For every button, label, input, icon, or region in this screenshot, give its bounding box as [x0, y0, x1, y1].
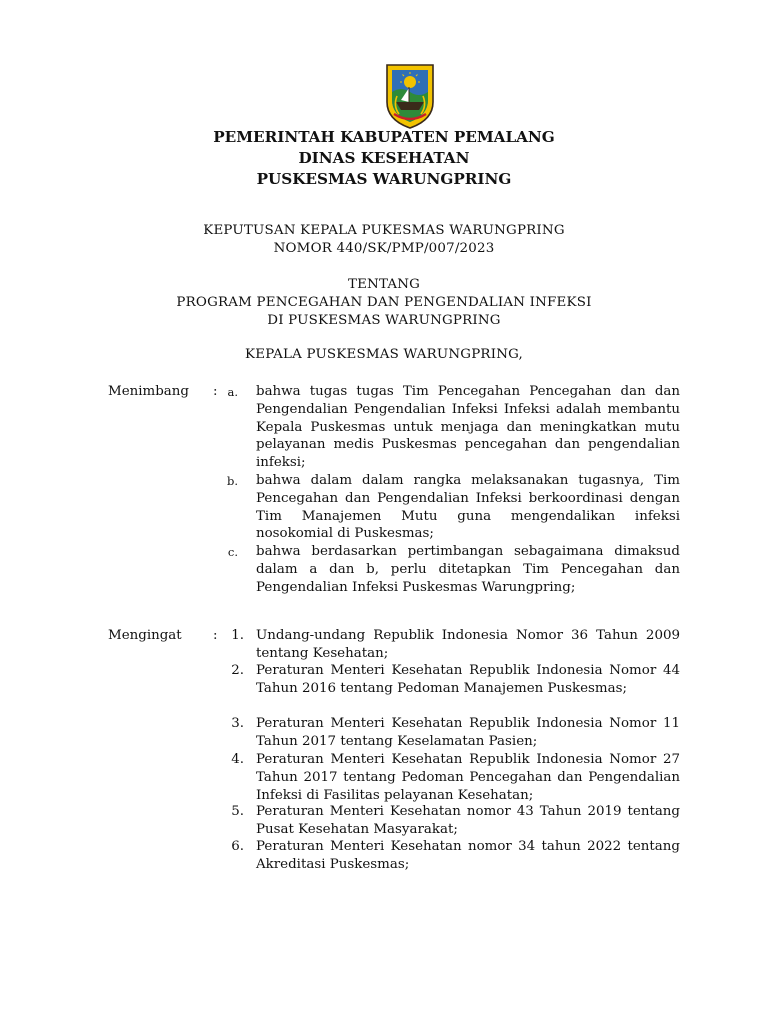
mengingat-marker-2: 2. [231, 663, 244, 678]
mengingat-item-2: Peraturan Menteri Kesehatan Republik Indonesia Nomor 44 Tahun 2016 tentang Pedoman Manajemen Puskesmas; [256, 663, 680, 696]
mengingat-item-4: Peraturan Menteri Kesehatan Republik Indonesia Nomor 27 Tahun 2017 tentang Pedoman Pencegahan dan Pengendalian Infeksi di Fasilitas pelayanan Kesehatan; [256, 752, 680, 803]
decree-subject-line-2: DI PUSKESMAS WARUNGPRING [267, 313, 501, 328]
mengingat-label: Mengingat [108, 628, 182, 643]
mengingat-marker-3: 3. [231, 716, 244, 731]
mengingat-item-5: Peraturan Menteri Kesehatan nomor 43 Tahun 2019 tentang Pusat Kesehatan Masyarakat; [256, 804, 680, 837]
mengingat-item-6: Peraturan Menteri Kesehatan nomor 34 tahun 2022 tentang Akreditasi Puskesmas; [256, 839, 680, 872]
decree-subject-line-1: PROGRAM PENCEGAHAN DAN PENGENDALIAN INFEKSI [176, 295, 592, 310]
decree-title: KEPUTUSAN KEPALA PUKESMAS WARUNGPRING [203, 223, 565, 238]
menimbang-marker-c: c. [227, 545, 238, 559]
menimbang-item-c: bahwa berdasarkan pertimbangan sebagaimana dimaksud dalam a dan b, perlu ditetapkan Tim Pencegahan dan Pengendalian Infeksi Puskesmas Warungpring; [256, 544, 680, 595]
decree-number: NOMOR 440/SK/PMP/007/2023 [273, 241, 495, 256]
coat-of-arms-icon [383, 62, 437, 130]
mengingat-marker-1: 1. [231, 628, 244, 643]
mengingat-marker-6: 6. [231, 839, 244, 854]
mengingat-colon: : [213, 628, 218, 643]
menimbang-item-a: bahwa tugas tugas Tim Pencegahan Pencegahan dan dan Pengendalian Pengendalian Infeksi Infeksi adalah membantu Kepala Puskesmas untuk menjaga dan meningkatkan mutu pelayanan medis Puskesmas pencegahan dan pengendalian infeksi; [256, 384, 680, 471]
decree-issuer: KEPALA PUSKESMAS WARUNGPRING, [245, 347, 523, 362]
letterhead-government: PEMERINTAH KABUPATEN PEMALANG [213, 128, 555, 146]
letterhead-puskesmas: PUSKESMAS WARUNGPRING [256, 170, 512, 188]
menimbang-colon: : [213, 384, 218, 399]
menimbang-label: Menimbang [108, 384, 189, 399]
mengingat-item-3: Peraturan Menteri Kesehatan Republik Indonesia Nomor 11 Tahun 2017 tentang Keselamatan Pasien; [256, 716, 680, 749]
menimbang-marker-a: a. [227, 385, 238, 399]
letterhead-department: DINAS KESEHATAN [298, 149, 470, 167]
menimbang-marker-b: b. [226, 474, 238, 488]
menimbang-item-b: bahwa dalam dalam rangka melaksanakan tugasnya, Tim Pencegahan dan Pengendalian Infeksi berkoordinasi dengan Tim Manajemen Mutu guna mengendalikan infeksi nosokomial di Puskesmas; [256, 473, 680, 542]
decree-about-label: TENTANG [347, 277, 421, 292]
mengingat-marker-4: 4. [231, 752, 244, 767]
mengingat-marker-5: 5. [231, 804, 244, 819]
mengingat-item-1: Undang-undang Republik Indonesia Nomor 36 Tahun 2009 tentang Kesehatan; [256, 628, 680, 661]
